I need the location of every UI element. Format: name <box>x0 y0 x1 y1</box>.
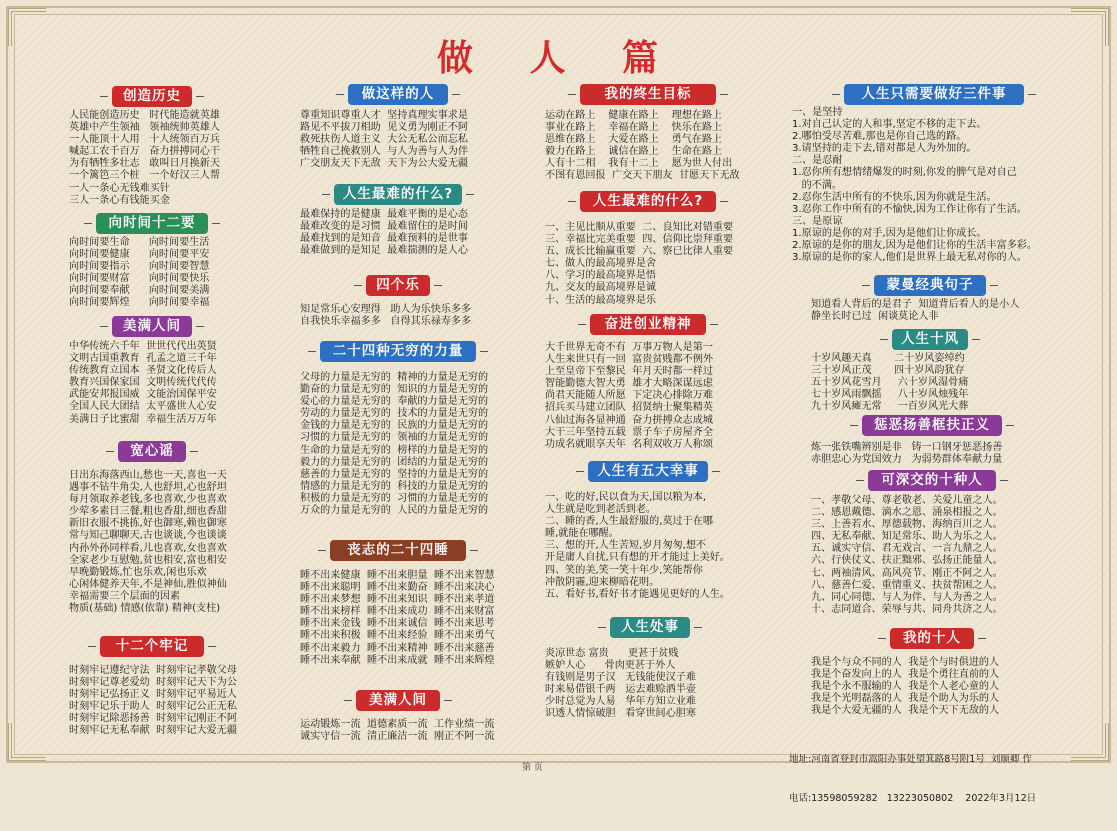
text-line: 我是个永不服输的人 我是个人老心童的人 <box>811 681 1000 693</box>
section-body-chuangzao <box>69 110 220 207</box>
text-line: 睡不出来金钱 睡不出来诚信 睡不出来思考 <box>300 618 495 630</box>
text-line: 自我快乐幸福多多 自得其乐禄寿多多 <box>300 316 472 328</box>
corner-ornament <box>1071 723 1109 761</box>
section-heading-woshi: 我的十人 <box>890 628 974 649</box>
text-line: 传统教育立国本 圣贤文化传后人 <box>69 365 217 377</box>
section-heading-chengexi: 惩恶扬善框扶正义 <box>862 415 1002 436</box>
section-body-meimanren <box>69 341 217 426</box>
text-line: 向时间要健康 向时间要平安 <box>69 249 210 261</box>
text-line: 我是个与众不同的人 我是个与时俱进的人 <box>811 657 1000 668</box>
text-line: 2.忍你生活中所有的不快乐,因为你就是生活。 <box>792 191 997 203</box>
section-body-chengexi <box>811 442 1002 466</box>
text-line: 日出东海落西山,愁也一天,喜也一天 <box>69 470 227 481</box>
text-line: 教育兴国保家国 文明传统代代传 <box>69 377 217 389</box>
text-line: 上至皇帝下至黎民 年月天时都一样过 <box>545 366 713 378</box>
section-heading-zhongsheng: 我的终生目标 <box>580 84 716 105</box>
footer-phone: 电话:13598059282 13223050802 2022年3月12日 <box>789 793 1037 804</box>
text-line: 大千世界无奇不有 万事万物人是第一 <box>545 342 713 353</box>
text-line: 运动在路上 健康在路上 理想在路上 <box>545 110 723 121</box>
text-line: 慈善的力量是无穷的 坚持的力量是无穷的 <box>300 468 489 480</box>
section-heading-sanjianshi: 人生只需要做好三件事 <box>844 84 1024 105</box>
text-line: 人生来世只有一回 富贵贫贱都不例外 <box>545 354 713 366</box>
text-line: 毅力的力量是无穷的 团结的力量是无穷的 <box>300 456 489 468</box>
section-heading-zuinan: 人生最难的什么? <box>334 184 462 205</box>
text-line: 一、是坚持 <box>792 107 843 118</box>
text-line: 三、是原谅 <box>792 215 843 227</box>
text-line: 诚实守信一流 清正廉洁一流 刚正不阿一流 <box>300 731 495 743</box>
text-line: 1.对自己认定的人和事,坚定不移的走下去。 <box>792 119 987 131</box>
section-body-meimanrenjian <box>300 719 495 743</box>
text-line: 常与知己聊聊天,古也谈谈,今也谈谈 <box>69 530 227 542</box>
section-heading-chuangzao: 创造历史 <box>112 86 192 107</box>
text-line: 一人能顶十人用 十人统领百万兵 <box>69 134 220 146</box>
text-line: 炼一张铁嘴辨别是非 铸一口钢牙惩恶扬善 <box>811 442 1003 453</box>
text-line: 早晚勤锻炼,忙也乐欢,闲也乐欢 <box>69 566 207 578</box>
corner-ornament <box>8 723 46 761</box>
text-line: 八仙过海各显神通 奋力拼搏众志成城 <box>545 414 713 426</box>
text-line: 幸福需要三个层面的因素 <box>69 590 181 602</box>
text-line: 睡不出来积极 睡不出来经验 睡不出来勇气 <box>300 630 495 642</box>
section-heading-kuanxinyao: 宽心谣 <box>118 441 186 462</box>
text-line: 五十岁风花雪月 六十岁风湿骨痛 <box>811 377 969 389</box>
text-line: 事业在路上 幸福在路上 快乐在路上 <box>545 122 723 134</box>
text-line: 1.原谅的是你的对手,因为是他们让你成长。 <box>792 227 987 239</box>
section-heading-rensheng10feng: 人生十风 <box>892 329 968 350</box>
text-line: 广交朋友天下无敌 天下为公大爱无疆 <box>300 158 468 170</box>
section-heading-meimanrenjian: 美满人间 <box>356 690 440 711</box>
text-line: 人民能创造历史 时代能造就英雄 <box>69 110 220 121</box>
footer-address: 地址:河南省登封市嵩阳办事处望箕路8号附1号 刘顺卿 作 <box>789 754 1032 765</box>
text-line: 知足常乐心安理得 助人为乐快乐多多 <box>300 304 472 315</box>
text-line: 开是庸人自扰,只有想的开才能过上美好。 <box>545 552 730 564</box>
text-line: 睡,就能在哪醒。 <box>545 528 619 540</box>
text-line: 时刻牢记尊老爱幼 时刻牢记天下为公 <box>69 677 237 689</box>
text-line: 一个篱笆三个桩 一个好汉三人帮 <box>69 170 220 182</box>
text-line: 八、学习的最高境界是悟 <box>545 270 657 282</box>
text-line: 我是个奋发向上的人 我是个勇往直前的人 <box>811 669 1000 681</box>
text-line: 睡不出来健康 睡不出来胆量 睡不出来智慧 <box>300 570 495 581</box>
text-line: 少荤多素日三餐,粗也香甜,细也香甜 <box>69 506 227 518</box>
section-body-chuangye <box>545 342 713 451</box>
section-body-zuozheyang <box>300 110 468 170</box>
text-line: 睡不出来榜样 睡不出来成功 睡不出来财富 <box>300 606 495 618</box>
section-body-rensheng10feng <box>811 353 968 413</box>
footer-info <box>789 727 1036 831</box>
text-line: 三、幸福比完美重要 四、信仰比崇拜重要 <box>545 234 734 246</box>
text-line: 勤奋的力量是无穷的 知识的力量是无穷的 <box>300 384 489 396</box>
section-body-wuqiong <box>300 372 488 517</box>
text-line: 向时间要生命 向时间要生活 <box>69 237 210 248</box>
text-line: 尊重知识尊重人才 坚持真理实事求是 <box>300 110 468 121</box>
text-line: 3.请坚持的走下去,错对都是人为外加的。 <box>792 143 977 155</box>
text-line: 2.原谅的是你的朋友,因为是他们让你的生活丰富多彩。 <box>792 240 1037 252</box>
section-heading-sigele: 四个乐 <box>366 275 430 296</box>
text-line: 美满日子比蜜甜 幸福生活万万年 <box>69 413 217 425</box>
text-line: 识透人情惊破胆 看穿世间心胆寒 <box>545 708 696 720</box>
text-line: 睡不出来聪明 睡不出来勤奋 睡不出来决心 <box>300 582 495 594</box>
text-line: 九、同心同德、与人为伴、与人为善之人。 <box>811 591 1003 603</box>
section-heading-sangzhi: 丧志的二十四睡 <box>330 540 466 561</box>
section-body-wudaxingshi <box>545 492 730 601</box>
text-line: 时刻牢记乐于助人 时刻牢记公正无私 <box>69 701 237 713</box>
text-line: 八、慈善仁爱、重情重义、扶贫帮困之人。 <box>811 579 1003 591</box>
text-line: 二、是忍耐 <box>792 155 843 167</box>
text-line: 心闲体健养天年,不是神仙,胜似神仙 <box>69 578 227 590</box>
section-body-laoji <box>69 665 237 738</box>
text-line: 七、做人的最高境界是舍 <box>545 258 657 270</box>
section-body-zuinan <box>300 209 468 257</box>
text-line: 有钱则是男子汉 无钱能使汉子难 <box>545 672 696 684</box>
text-line: 十、生活的最高境界是乐 <box>545 294 657 306</box>
text-line: 一、吃的好,民以食为天,国以粮为本, <box>545 492 707 503</box>
text-line: 爱心的力量是无穷的 奉献的力量是无穷的 <box>300 396 489 408</box>
text-line: 大干三年坚持五载 票子车子房屋齐全 <box>545 426 713 438</box>
text-line: 嫉妒人心 骨肉更甚于外人 <box>545 660 676 672</box>
section-heading-wudaxingshi: 人生有五大幸事 <box>588 461 708 482</box>
text-line: 五、诚实守信、君无戏言、一言九鼎之人。 <box>811 543 1003 555</box>
text-line: 生命的力量是无穷的 榜样的力量是无穷的 <box>300 444 489 456</box>
section-heading-wuqiong: 二十四种无穷的力量 <box>320 341 476 362</box>
text-line: 二、睡的香,人生最舒服的,莫过于在哪 <box>545 516 713 528</box>
text-line: 新旧衣服不挑拣,好也御寒,赖也御寒 <box>69 518 227 530</box>
section-heading-mengman: 蒙曼经典句子 <box>874 275 986 296</box>
section-body-kuanxinyao <box>69 470 227 615</box>
section-body-zuinan2 <box>545 222 733 307</box>
text-line: 睡不出来梦想 睡不出来知识 睡不出来孝道 <box>300 594 495 606</box>
section-body-sanjianshi <box>792 107 1037 264</box>
section-body-xiangshijian <box>69 237 209 310</box>
section-body-woshi <box>811 657 999 717</box>
text-line: 中华传统六千年 世世代代出英贤 <box>69 341 217 352</box>
text-line: 时刻牢记除恶扬善 时刻牢记刚正不阿 <box>69 713 237 725</box>
text-line: 五、看好书,看好书才能遇见更好的人生。 <box>545 588 730 600</box>
text-line: 的不满。 <box>792 179 843 191</box>
section-body-chushi <box>545 648 696 721</box>
text-line: 向时间要奉献 向时间要美满 <box>69 285 210 297</box>
text-line: 一、主见比顺从重要 二、良知比对错重要 <box>545 222 734 233</box>
text-line: 赤胆忠心为党国效力 为弱势群体奉献力量 <box>811 454 1003 466</box>
text-line: 情感的力量是无穷的 科技的力量是无穷的 <box>300 480 489 492</box>
page-fold-label: 第 页 <box>522 763 543 773</box>
text-line: 每月领取养老钱,多也喜欢,少也喜欢 <box>69 494 227 506</box>
section-heading-xiangshijian: 向时间十二要 <box>96 213 208 234</box>
text-line: 物质(基础) 情感(依靠) 精神(支柱) <box>69 603 221 615</box>
text-line: 知道看人背后的是君子 知道背后看人的是小人 <box>811 299 1020 310</box>
text-line: 人生就是吃到老活到老。 <box>545 504 657 516</box>
text-line: 遇事不钻牛角尖,人也舒坦,心也舒坦 <box>69 482 227 494</box>
text-line: 我是个大爱无疆的人 我是个天下无敌的人 <box>811 705 1000 717</box>
text-line: 最难找到的是知音 最难预料的是世事 <box>300 233 468 245</box>
text-line: 十岁风趣天真 二十岁风姿绰约 <box>811 353 965 364</box>
text-line: 睡不出来毅力 睡不出来精神 睡不出来慈善 <box>300 642 495 654</box>
page-title: 做 人 篇 <box>436 37 681 79</box>
section-body-shizhongren <box>811 495 1003 616</box>
text-line: 尚君天能随人所愿 下定决心排除万难 <box>545 390 713 402</box>
text-line: 功成名就眼享天年 名利双收万人称颂 <box>545 438 713 450</box>
section-heading-meimanren: 美满人间 <box>112 316 192 337</box>
text-line: 五、成长比输赢重要 六、察已比律人重要 <box>545 246 734 258</box>
text-line: 英雄中产生领袖 领袖统帅英雄人 <box>69 122 220 134</box>
text-line: 时刻牢记弘扬正义 时刻牢记平易近人 <box>69 689 237 701</box>
text-line: 时刻牢记遵纪守法 时刻牢记孝敬父母 <box>69 665 237 676</box>
text-line: 二、感恩戴德、滴水之恩、涌泉相报之人。 <box>811 507 1003 519</box>
text-line: 3.原谅的是你的家人,他们是世界上最无私对你的人。 <box>792 252 1027 264</box>
text-line: 少时总觉为人易 华年方知立业难 <box>545 696 696 708</box>
text-line: 最难改变的是习惯 最难留住的是时间 <box>300 221 468 233</box>
text-line: 武能安邦报国威 文能治国保平安 <box>69 389 217 401</box>
text-line: 全国人民大团结 太平盛世人心安 <box>69 401 217 413</box>
section-body-mengman <box>811 299 1019 323</box>
text-line: 运动锻炼一流 道德素质一流 工作业绩一流 <box>300 719 495 730</box>
section-heading-zuinan2: 人生最难的什么? <box>580 191 716 212</box>
text-line: 思维在路上 大爱在路上 勇气在路上 <box>545 134 723 146</box>
text-line: 毅力在路上 诚信在路上 生命在路上 <box>545 146 723 158</box>
section-heading-chushi: 人生处事 <box>610 617 690 638</box>
text-line: 三、上善若水、厚德载物、海纳百川之人。 <box>811 519 1003 531</box>
text-line: 一、孝敬父母、尊老敬老、关爱儿童之人。 <box>811 495 1003 506</box>
text-line: 十、志同道合、荣辱与共、同舟共济之人。 <box>811 603 1003 615</box>
text-line: 三、想的开,人生苦短,岁月匆匆,想不 <box>545 540 707 552</box>
text-line: 2.哪怕受尽苦难,那也是你自己选的路。 <box>792 131 967 143</box>
text-line: 三人一条心有钱能买金 <box>69 194 170 206</box>
text-line: 牺牲自己挽救别人 与人为善与人为伴 <box>300 146 468 158</box>
text-line: 四、无私奉献、知足常乐、助人为乐之人。 <box>811 531 1003 543</box>
text-line: 三十岁风正茂 四十岁风韵犹存 <box>811 365 965 377</box>
text-line: 七、两袖清风、高风亮节、刚正不阿之人。 <box>811 567 1003 579</box>
text-line: 3.忍你工作中所有的不愉快,因为工作让你有了生活。 <box>792 203 1027 215</box>
text-line: 1.忍你所有想情绪爆发的时刻,你发的脾气是对自己 <box>792 167 1017 179</box>
text-line: 我是个光明磊落的人 我是个助人为乐的人 <box>811 693 1000 705</box>
text-line: 金钱的力量是无穷的 民族的力量是无穷的 <box>300 420 489 432</box>
text-line: 九十岁风瘫无常 一百岁风光大葬 <box>811 401 969 413</box>
section-heading-shizhongren: 可深交的十种人 <box>868 470 996 491</box>
text-line: 智能勤德大智大勇 雄才大略深谋远虑 <box>545 378 713 390</box>
section-heading-chuangye: 奋进创业精神 <box>590 314 706 335</box>
text-line: 为有牺牲多壮志 敢叫日月换新天 <box>69 158 220 170</box>
section-body-zhongsheng <box>545 110 740 183</box>
text-line: 人有十二相 我有十二上 愿为世人付出 <box>545 158 733 170</box>
section-heading-laoji: 十二个牢记 <box>100 636 204 657</box>
text-line: 向时间要辉煌 向时间要幸福 <box>69 297 210 309</box>
text-line: 劳动的力量是无穷的 技术的力量是无穷的 <box>300 408 489 420</box>
text-line: 积极的力量是无穷的 习惯的力量是无穷的 <box>300 492 489 504</box>
text-line: 向时间要财富 向时间要快乐 <box>69 273 210 285</box>
text-line: 喊起工农千百万 奋力拼搏同心干 <box>69 146 220 158</box>
section-body-sangzhi <box>300 570 495 667</box>
text-line: 九、交友的最高境界是诚 <box>545 282 657 294</box>
text-line: 不图有恩回报 广交天下朋友 甘愿天下无敌 <box>545 170 740 182</box>
text-line: 全家老少互慰勉,贫也相安,富也相安 <box>69 554 227 566</box>
text-line: 睡不出来奉献 睡不出来成就 睡不出来辉煌 <box>300 654 495 666</box>
text-line: 静坐长时已过 闲谈莫论人非 <box>811 311 939 323</box>
text-line: 救死扶伤人道主义 大公无私公而忘私 <box>300 134 468 146</box>
text-line: 时刻牢记无私奉献 时刻牢记大爱无疆 <box>69 725 237 737</box>
text-line: 时来易借银千两 运去难赊酒半壶 <box>545 684 696 696</box>
text-line: 七十岁风雨飘摇 八十岁风烛残年 <box>811 389 969 401</box>
text-line: 六、行侠仗义、扶正黜邪、弘扬正能量人。 <box>811 555 1003 567</box>
text-line: 招兵买马建立团队 招贤纳士聚集精英 <box>545 402 713 414</box>
text-line: 习惯的力量是无穷的 领袖的力量是无穷的 <box>300 432 489 444</box>
text-line: 最难做到的是知足 最难揣测的是人心 <box>300 245 468 257</box>
text-line: 四、笑的美,笑一笑十年少,笑能帮你 <box>545 564 703 576</box>
text-line: 炎凉世态 富贵 更甚于贫贱 <box>545 648 679 659</box>
text-line: 文明古国重教育 孔孟之道三千年 <box>69 353 217 365</box>
text-line: 万众的力量是无穷的 人民的力量是无穷的 <box>300 505 489 517</box>
text-line: 内孙外孙同样看,儿也喜欢,女也喜欢 <box>69 542 227 554</box>
text-line: 父母的力量是无穷的 精神的力量是无穷的 <box>300 372 489 383</box>
text-line: 冲散阴霾,迎来柳暗花明。 <box>545 576 660 588</box>
text-line: 最难保持的是健康 最难平衡的是心态 <box>300 209 468 220</box>
section-body-sigele <box>300 304 471 328</box>
text-line: 一人一条心无钱难买针 <box>69 182 170 194</box>
text-line: 路见不平拔刀相助 见义勇为刚正不阿 <box>300 122 468 134</box>
text-line: 向时间要指示 向时间要智慧 <box>69 261 210 273</box>
section-heading-zuozheyang: 做这样的人 <box>348 84 448 105</box>
